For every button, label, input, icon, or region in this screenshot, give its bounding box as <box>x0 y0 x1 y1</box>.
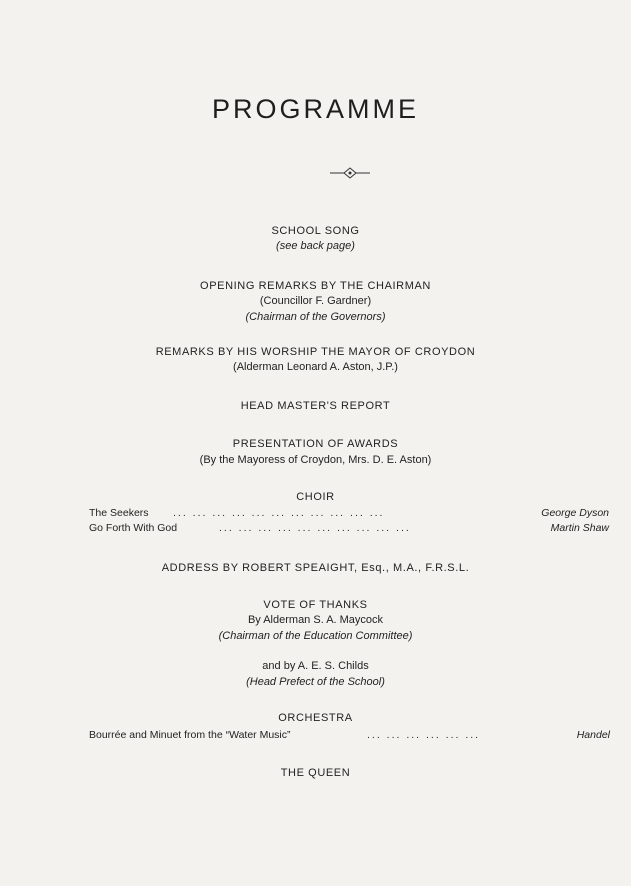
thanks-proposer-role: (Chairman of the Education Committee) <box>218 630 413 642</box>
dot-leader: ... ... ... ... ... ... ... ... ... ... <box>219 522 411 534</box>
page-title: PROGRAMME <box>211 94 419 124</box>
opening-chairman-role: (Chairman of the Governors) <box>245 311 386 323</box>
thanks-seconder: and by A. E. S. Childs <box>262 660 369 672</box>
mayor-name: (Alderman Leonard A. Aston, J.P.) <box>233 361 398 373</box>
orchestra-heading: ORCHESTRA <box>278 712 353 724</box>
queen-heading: THE QUEEN <box>280 767 351 779</box>
thanks-heading: VOTE OF THANKS <box>263 599 368 611</box>
awards-heading: PRESENTATION OF AWARDS <box>232 438 399 450</box>
piece-title: The Seekers <box>89 507 149 519</box>
choir-heading: CHOIR <box>296 491 335 503</box>
thanks-proposer: By Alderman S. A. Maycock <box>247 614 384 626</box>
opening-chairman: (Councillor F. Gardner) <box>259 295 372 307</box>
thanks-seconder-role: (Head Prefect of the School) <box>246 676 385 688</box>
head-report-heading: HEAD MASTER'S REPORT <box>240 400 391 412</box>
composer-name: George Dyson <box>541 507 609 519</box>
composer-name: Handel <box>576 729 610 741</box>
opening-heading: OPENING REMARKS BY THE CHAIRMAN <box>200 280 431 292</box>
piece-title: Go Forth With God <box>89 522 178 534</box>
piece-title: Bourrée and Minuet from the “Water Music” <box>89 729 291 741</box>
ornament-divider-icon <box>330 166 370 180</box>
school-song-note: (see back page) <box>276 240 355 252</box>
composer-name: Martin Shaw <box>550 522 609 534</box>
mayor-heading: REMARKS BY HIS WORSHIP THE MAYOR OF CROYDON <box>155 346 476 358</box>
dot-leader: ... ... ... ... ... ... ... ... ... ... ... <box>173 507 385 519</box>
address-heading: ADDRESS BY ROBERT SPEAIGHT, Esq., M.A., F.R.S.L. <box>161 562 470 574</box>
school-song-heading: SCHOOL SONG <box>271 225 360 237</box>
awards-presenter: (By the Mayoress of Croydon, Mrs. D. E. Aston) <box>199 454 432 466</box>
dot-leader: ... ... ... ... ... ... <box>367 729 481 741</box>
